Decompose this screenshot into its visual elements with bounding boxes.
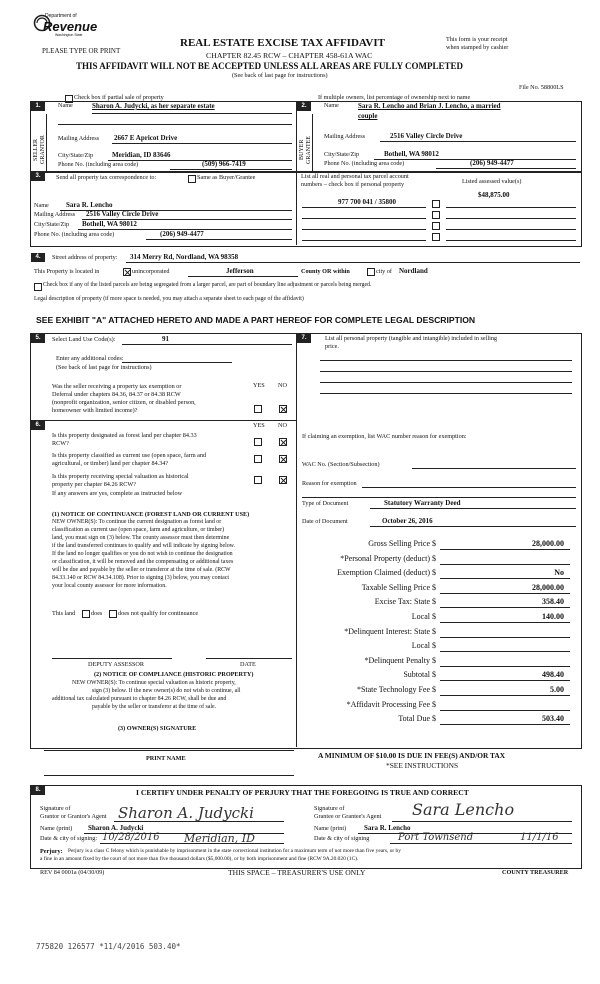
city-of-label: city of: [376, 268, 392, 275]
seller-name-label: Name: [58, 102, 73, 109]
seller-name: Sharon A. Judycki, as her separate estate: [92, 102, 215, 110]
seller-mailing: 2667 E Apricot Drive: [114, 134, 178, 142]
assessed-header: Listed assessed value(s): [462, 178, 522, 185]
tax-row-line: [440, 549, 570, 550]
tax-row-label: Gross Selling Price: [368, 539, 430, 548]
exhibit-a-statement: SEE EXHIBIT "A" ATTACHED HERETO AND MADE A PART HEREOF FOR COMPLETE LEGAL DESCRIPTION: [36, 315, 476, 325]
corr-mailing: 2516 Valley Circle Drive: [86, 210, 159, 218]
tax-row-value: 28,000.00: [532, 582, 564, 592]
grantee-date-label: Date & city of signing: [314, 835, 370, 842]
personal-property-label-1: List all personal property (tangible and intangible) included in selling: [325, 335, 498, 342]
multiple-owners-note: If multiple owners, list percentage of ownership next to name: [318, 94, 471, 101]
form-warning: THIS AFFIDAVIT WILL NOT BE ACCEPTED UNLESS ALL AREAS ARE FULLY COMPLETED: [76, 61, 464, 71]
grantee-signature-label-2: Grantee or Grantee's Agent: [314, 813, 382, 820]
historic-no-checkbox[interactable]: [279, 476, 287, 484]
buyer-name-line2: couple: [358, 112, 378, 120]
land-does-checkbox[interactable]: [82, 610, 90, 618]
county-or-within: County OR within: [301, 268, 350, 275]
tax-row-value: 5.00: [550, 685, 564, 694]
current-use-no-checkbox[interactable]: [279, 455, 287, 463]
parcel-header-2: numbers – check box if personal property: [301, 181, 405, 188]
grantor-city: Meridian, ID: [184, 832, 255, 845]
form-title: REAL ESTATE EXCISE TAX AFFIDAVIT: [180, 37, 385, 49]
exemption-no-checkbox[interactable]: [279, 405, 287, 413]
segregated-label: Check box if any of the listed parcels are being segregated from a larger parcel, are part of boundary line adjustment or parcels being merged.: [43, 282, 372, 288]
forest-land-yes-checkbox[interactable]: [254, 438, 262, 446]
forest-land-no-checkbox[interactable]: [279, 438, 287, 446]
sec6-yes-header: YES: [253, 422, 265, 429]
tax-row-value: 358.40: [542, 597, 564, 607]
grantee-name-label: Name (print): [314, 825, 347, 832]
grantor-signature-label-2: Grantor or Grantor's Agent: [40, 813, 107, 820]
section-8-number: 8.: [31, 786, 45, 795]
street-address: 314 Merry Rd, Nordland, WA 98358: [130, 253, 239, 261]
buyer-mailing-label: Mailing Address: [324, 133, 366, 140]
section-6-number: 6.: [31, 421, 45, 430]
buyer-name-label: Name: [324, 102, 339, 109]
same-as-buyer-label: Same as Buyer/Grantee: [197, 174, 256, 181]
tax-row-value: 28,000.00: [532, 539, 564, 548]
dor-logo-dept: Department of: [45, 13, 77, 19]
tax-row-value: No: [554, 568, 564, 578]
form-subtitle: CHAPTER 82.45 RCW – CHAPTER 458-61A WAC: [206, 51, 373, 60]
historic-q1: Is this property receiving special valuation as historical: [52, 473, 189, 480]
section-4-number: 4.: [31, 253, 45, 262]
tax-row-line: [440, 680, 570, 681]
corr-phone-label: Phone No. (including area code): [34, 231, 115, 238]
claiming-exemption-label: If claiming an exemption, list WAC number reason for exemption:: [302, 433, 467, 440]
receipt-stamp: 775820 126577 *11/4/2016 503.40*: [36, 942, 181, 951]
tax-row-dollar: $: [432, 626, 436, 636]
deputy-date-label: DATE: [240, 661, 256, 668]
exemption-question-2: Deferral under chapters 84.36, 84.37 or 84.38 RCW: [52, 391, 181, 398]
if-yes-note: If any answers are yes, complete as instructed below: [52, 490, 183, 497]
parcel-2-personal-checkbox[interactable]: [432, 211, 440, 219]
city-name: Nordland: [399, 267, 428, 275]
current-use-q1: Is this property classified as current use (open space, farm and: [52, 452, 207, 459]
perjury-text-2: a fine in an amount fixed by the court of not more than five thousand dollars ($5,000.00), or by both imprisonment and fine (RCW 9A.20.020 (1C).: [40, 856, 359, 862]
tax-row-line: [440, 637, 570, 638]
section-3-number: 3.: [31, 172, 45, 181]
street-address-label: Street address of property:: [52, 254, 118, 261]
land-use-label: Select Land Use Code(s):: [52, 336, 116, 343]
current-use-yes-checkbox[interactable]: [254, 455, 262, 463]
tax-row-value: 140.00: [542, 612, 564, 621]
segregated-checkbox[interactable]: [34, 283, 42, 291]
grantee-name: Sara R. Lencho: [364, 824, 411, 832]
tax-row-line: [440, 622, 570, 623]
tax-row-label: Local: [411, 641, 430, 651]
tax-row-label: Excise Tax: State: [374, 597, 430, 607]
tax-calculation-table: [300, 540, 576, 730]
seller-grantor-label: SELLER GRANTOR: [33, 135, 46, 165]
perjury-text-1: Perjury is a class C felony which is punishable by imprisonment in the state correctional institution for a maximum term of not more than five years, or by: [68, 848, 401, 854]
tax-row-line: [440, 651, 570, 652]
partial-sale-label: Check box if partial sale of property: [74, 94, 164, 101]
doc-type: Statutory Warranty Deed: [384, 499, 461, 507]
certify-statement: I CERTIFY UNDER PENALTY OF PERJURY THAT THE FOREGOING IS TRUE AND CORRECT: [136, 788, 469, 797]
seller-city-label: City/State/Zip: [58, 152, 94, 159]
buyer-phone-label: Phone No. (including area code): [324, 160, 405, 167]
corr-name-label: Name: [34, 202, 49, 209]
grantee-signature: Sara Lencho: [412, 800, 515, 819]
exemption-yes-checkbox[interactable]: [254, 405, 262, 413]
tax-row-dollar: $: [432, 685, 436, 694]
notice-continuance-title: (1) NOTICE OF CONTINUANCE (FOREST LAND OR CURRENT USE): [52, 511, 250, 518]
grantor-signature-label-1: Signature of: [40, 805, 71, 812]
dor-logo: [33, 10, 98, 46]
city-of-checkbox[interactable]: [367, 268, 375, 276]
tax-row-line: [440, 607, 570, 608]
grantor-date: 10/28/2016: [102, 832, 160, 843]
tax-row-dollar: $: [432, 582, 436, 592]
deputy-assessor-label: DEPUTY ASSESSOR: [88, 661, 144, 668]
this-land-label: This land: [52, 610, 76, 617]
tax-row-dollar: $: [432, 670, 436, 680]
grantor-name: Sharon A. Judycki: [88, 824, 144, 832]
tax-row-label: Taxable Selling Price: [361, 582, 430, 592]
parcel-4-personal-checkbox[interactable]: [432, 233, 440, 241]
buyer-phone: (206) 949-4477: [470, 159, 514, 167]
land-use-code: 91: [162, 335, 169, 343]
tax-row-label: *Personal Property (deduct): [340, 553, 430, 563]
tax-row-line: [440, 578, 570, 579]
grantor-signature: Sharon A. Judycki: [118, 804, 254, 822]
section-1-number: 1.: [31, 102, 45, 111]
tax-row-label: *Delinquent Penalty: [364, 655, 430, 665]
tax-row-dollar: $: [432, 539, 436, 548]
dor-logo-name: Revenue: [43, 19, 98, 34]
unincorporated-label: unincorporated: [132, 268, 170, 275]
tax-row-label: Total Due: [398, 714, 430, 724]
legal-description-label: Legal description of property (if more space is needed, you may attach a separate sheet to each page of the affidavit): [34, 296, 304, 302]
see-instructions-note: *SEE INSTRUCTIONS: [386, 761, 459, 770]
corr-name: Sara R. Lencho: [66, 201, 113, 209]
tax-row-label: *State Technology Fee: [356, 685, 430, 694]
tax-row-label: Subtotal: [403, 670, 430, 680]
historic-q2: property per chapter 84.26 RCW?: [52, 481, 137, 488]
land-does-not-checkbox[interactable]: [109, 610, 117, 618]
please-type: PLEASE TYPE OR PRINT: [42, 47, 121, 55]
additional-codes-label: Enter any additional codes:: [56, 355, 124, 362]
assessed-value: $48,875.00: [478, 191, 510, 199]
buyer-grantee-label: BUYER GRANTEE: [299, 136, 312, 164]
minimum-fee-note: A MINIMUM OF $10.00 IS DUE IN FEE(S) AND/OR TAX: [318, 751, 506, 760]
seller-city: Meridian, ID 83646: [112, 151, 171, 159]
tax-row-dollar: $: [432, 568, 436, 578]
unincorporated-checkbox[interactable]: [123, 268, 131, 276]
tax-row-line: [440, 593, 570, 594]
tax-row-line: [440, 666, 570, 667]
grantee-signature-label-1: Signature of: [314, 805, 345, 812]
parcel-1-personal-checkbox[interactable]: [432, 200, 440, 208]
land-does-not-label: does not qualify for continuance: [118, 610, 199, 617]
corr-city-label: City/State/Zip: [34, 221, 70, 228]
parcel-number: 977 700 041 / 35800: [338, 198, 396, 206]
notice-compliance-title: (2) NOTICE OF COMPLIANCE (HISTORIC PROPERTY): [94, 671, 254, 678]
parcel-3-personal-checkbox[interactable]: [432, 222, 440, 230]
corr-phone: (206) 949-4477: [160, 230, 204, 238]
located-in-label: This Property is located in: [34, 268, 100, 275]
doc-type-label: Type of Document: [302, 500, 349, 507]
doc-date: October 26, 2016: [382, 517, 433, 525]
owner-signature-label: (3) OWNER(S) SIGNATURE: [118, 725, 197, 732]
county-treasurer-label: COUNTY TREASURER: [502, 869, 569, 876]
grantee-date: 11/1/16: [520, 832, 559, 843]
sec6-no-header: NO: [278, 422, 287, 429]
section-7-number: 7.: [297, 334, 311, 343]
grantee-city: Port Townsend: [398, 832, 474, 843]
buyer-city-label: City/State/Zip: [324, 151, 360, 158]
same-as-buyer-checkbox[interactable]: [188, 175, 196, 183]
seller-phone-label: Phone No. (including area code): [58, 161, 139, 168]
county-name: Jefferson: [226, 267, 254, 275]
forest-land-q1: Is this property designated as forest land per chapter 84.33: [52, 432, 197, 439]
tax-row-dollar: $: [432, 641, 436, 651]
dor-logo-state: Washington State: [55, 33, 83, 37]
sec5-yes-header: YES: [253, 382, 265, 389]
treasurer-use-label: THIS SPACE – TREASURER'S USE ONLY: [228, 868, 366, 877]
reason-exemption-label: Reason for exemption: [302, 480, 357, 487]
see-back-instructions: (See back of last page for instructions): [232, 72, 328, 79]
forest-land-q2: RCW?: [52, 440, 69, 447]
historic-yes-checkbox[interactable]: [254, 476, 262, 484]
buyer-name-line1: Sara R. Lencho and Brian J. Lencho, a married: [358, 102, 501, 110]
receipt-note-1: This form is your receipt: [446, 36, 508, 43]
tax-row-line: [440, 710, 570, 711]
seller-mailing-label: Mailing Address: [58, 135, 100, 142]
tax-row-value: 498.40: [542, 670, 564, 680]
tax-row-dollar: $: [432, 612, 436, 621]
tax-row-line: [440, 564, 570, 565]
tax-row-dollar: $: [432, 553, 436, 563]
land-does-label: does: [91, 610, 103, 617]
receipt-note-2: when stamped by cashier: [446, 44, 509, 51]
tax-row-dollar: $: [432, 655, 436, 665]
corr-city: Bothell, WA 98012: [82, 220, 137, 228]
tax-row-dollar: $: [432, 699, 436, 709]
seller-phone: (509) 966-7419: [202, 160, 246, 168]
tax-row-value: 503.40: [542, 714, 564, 724]
personal-property-label-2: price.: [325, 343, 339, 350]
exemption-question-1: Was the seller receiving a property tax exemption or: [52, 383, 182, 390]
tax-row-line: [440, 695, 570, 696]
tax-row-label: Local: [411, 612, 430, 621]
section-5-number: 5.: [31, 334, 45, 343]
file-number: File No. 58800LS: [519, 84, 564, 91]
perjury-lead: Perjury:: [40, 848, 63, 855]
corr-mailing-label: Mailing Address: [34, 211, 76, 218]
exemption-question-3: (nonprofit organization, senior citizen, or disabled person,: [52, 399, 196, 406]
buyer-city: Bothell, WA 98012: [384, 150, 439, 158]
tax-row-dollar: $: [432, 714, 436, 724]
section-2-number: 2.: [297, 102, 311, 111]
print-name-label: PRINT NAME: [146, 755, 186, 762]
current-use-q2: agricultural, or timber) land per chapter 84.34?: [52, 460, 169, 467]
tax-row-dollar: $: [432, 597, 436, 607]
doc-date-label: Date of Document: [302, 518, 348, 525]
wac-number-label: WAC No. (Section/Subsection): [302, 461, 380, 468]
grantor-date-label: Date & city of signing:: [40, 835, 98, 842]
form-revision: REV 84 0001a (04/30/09): [40, 869, 105, 876]
exemption-question-4: homeowner with limited income)?: [52, 407, 138, 414]
see-back-5: (See back of last page for instructions): [56, 364, 152, 371]
parcel-header-1: List all real and personal tax parcel account: [301, 173, 409, 180]
sec5-no-header: NO: [278, 382, 287, 389]
buyer-mailing: 2516 Valley Circle Drive: [390, 132, 463, 140]
send-correspondence-label: Send all property tax correspondence to:: [56, 174, 157, 181]
grantor-name-label: Name (print): [40, 825, 73, 832]
tax-row-label: *Delinquent Interest: State: [344, 626, 430, 636]
tax-row-label: *Affidavit Processing Fee: [346, 699, 430, 709]
tax-row-label: Exemption Claimed (deduct): [337, 568, 430, 578]
tax-row-line: [440, 724, 570, 725]
